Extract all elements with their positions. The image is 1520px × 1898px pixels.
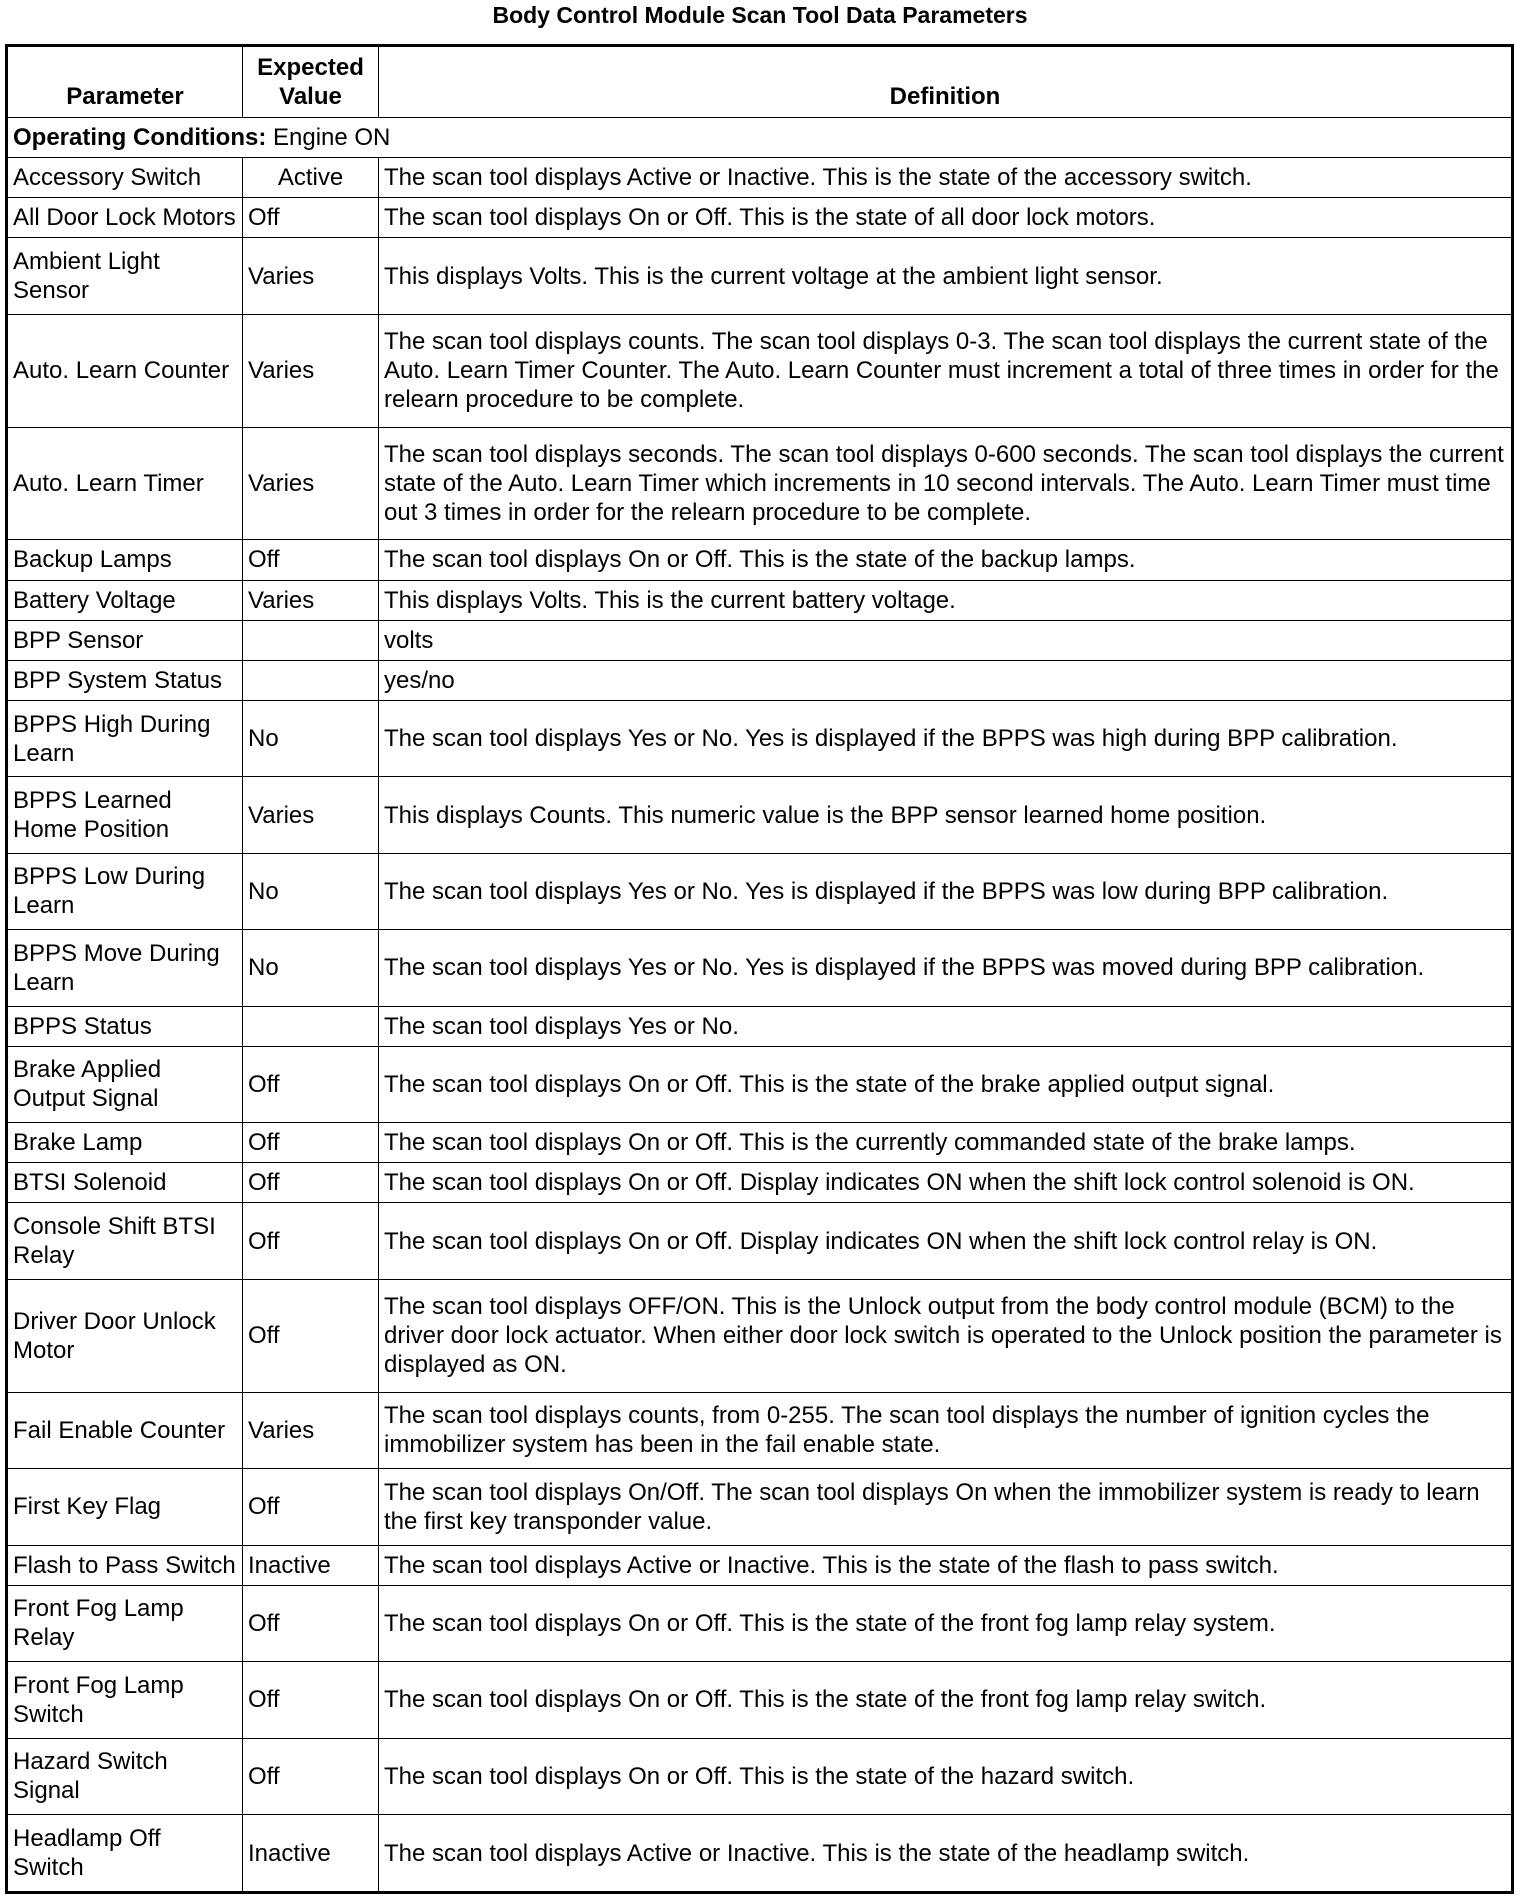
operating-conditions-row [7, 118, 1513, 158]
definition-cell: This displays Volts. This is the current voltage at the ambient light sensor. [379, 238, 1513, 314]
definition-cell: This displays Counts. This numeric value is the BPP sensor learned home position. [379, 777, 1513, 853]
table-row [7, 580, 1513, 620]
parameter-cell: BPPS Status [7, 1006, 243, 1046]
definition-cell: The scan tool displays Yes or No. Yes is displayed if the BPPS was high during BPP calibration. [379, 700, 1513, 776]
operating-conditions-value: Engine ON [272, 124, 391, 152]
definition-cell: The scan tool displays Yes or No. Yes is displayed if the BPPS was low during BPP calibration. [379, 853, 1513, 929]
definition-cell: The scan tool displays Active or Inactive. This is the state of the accessory switch. [379, 158, 1513, 198]
expected-value-cell: Off [243, 1738, 379, 1814]
header-parameter: Parameter [7, 46, 243, 118]
definition-cell: The scan tool displays On or Off. Display indicates ON when the shift lock control relay is ON. [379, 1203, 1513, 1279]
parameter-cell: Brake Applied Output Signal [7, 1046, 243, 1122]
table-row [7, 777, 1513, 853]
definition-cell: The scan tool displays Active or Inactive. This is the state of the flash to pass switch. [379, 1545, 1513, 1585]
expected-value-cell: Off [243, 1046, 379, 1122]
definition-cell: The scan tool displays OFF/ON. This is the Unlock output from the body control module (BCM) to the driver door lock actuator. When either door lock switch is operated to the Unlock position the parameter is displayed as ON. [379, 1279, 1513, 1392]
parameter-cell: Backup Lamps [7, 540, 243, 580]
expected-value-cell [243, 1006, 379, 1046]
table-header-row [7, 46, 1513, 118]
header-definition: Definition [379, 46, 1513, 118]
table-row [7, 620, 1513, 660]
table-row [7, 314, 1513, 427]
parameter-cell: Driver Door Unlock Motor [7, 1279, 243, 1392]
definition-cell: volts [379, 620, 1513, 660]
expected-value-cell: Off [243, 1203, 379, 1279]
definition-cell: The scan tool displays On or Off. This is the state of the brake applied output signal. [379, 1046, 1513, 1122]
expected-value-cell: Varies [243, 1392, 379, 1468]
expected-value-cell: Off [243, 1163, 379, 1203]
expected-value-cell: Off [243, 1585, 379, 1661]
operating-conditions-label: Operating Conditions: [13, 124, 267, 152]
parameter-cell: BPPS Learned Home Position [7, 777, 243, 853]
expected-value-cell [243, 660, 379, 700]
definition-cell: The scan tool displays Yes or No. Yes is displayed if the BPPS was moved during BPP calibration. [379, 930, 1513, 1006]
parameter-cell: BPP Sensor [7, 620, 243, 660]
table-row [7, 198, 1513, 238]
expected-value-cell [243, 620, 379, 660]
table-row [7, 1545, 1513, 1585]
table-row [7, 1662, 1513, 1738]
definition-cell: The scan tool displays counts, from 0-255. The scan tool displays the number of ignition cycles the immobilizer system has been in the fail enable state. [379, 1392, 1513, 1468]
expected-value-cell: Varies [243, 238, 379, 314]
table-body [7, 118, 1513, 1893]
parameter-cell: Accessory Switch [7, 158, 243, 198]
parameter-cell: First Key Flag [7, 1469, 243, 1545]
expected-value-cell: No [243, 700, 379, 776]
parameter-cell: Ambient Light Sensor [7, 238, 243, 314]
header-expected-value: Expected Value [243, 46, 379, 118]
expected-value-cell: Off [243, 198, 379, 238]
expected-value-cell: Off [243, 1469, 379, 1545]
expected-value-cell: Varies [243, 777, 379, 853]
definition-cell: The scan tool displays On or Off. This is the currently commanded state of the brake lamps. [379, 1123, 1513, 1163]
definition-cell: The scan tool displays On or Off. This is the state of the backup lamps. [379, 540, 1513, 580]
parameter-cell: BPPS Low During Learn [7, 853, 243, 929]
table-row [7, 853, 1513, 929]
expected-value-cell: No [243, 930, 379, 1006]
table-row [7, 930, 1513, 1006]
definition-cell: The scan tool displays counts. The scan tool displays 0-3. The scan tool displays the current state of the Auto. Learn Timer Counter. The Auto. Learn Counter must increment a total of three times in order for the relearn procedure to be complete. [379, 314, 1513, 427]
definition-cell: The scan tool displays seconds. The scan tool displays 0-600 seconds. The scan tool displays the current state of the Auto. Learn Timer which increments in 10 second intervals. The Auto. Learn Timer must time out 3 times in order for the relearn procedure to be complete. [379, 427, 1513, 540]
expected-value-cell: Off [243, 1279, 379, 1392]
table-row [7, 1469, 1513, 1545]
expected-value-cell: Off [243, 1123, 379, 1163]
parameter-cell: BPPS High During Learn [7, 700, 243, 776]
table-row [7, 1585, 1513, 1661]
parameter-cell: Brake Lamp [7, 1123, 243, 1163]
definition-cell: This displays Volts. This is the current battery voltage. [379, 580, 1513, 620]
parameter-cell: BTSI Solenoid [7, 1163, 243, 1203]
expected-value-cell: Inactive [243, 1815, 379, 1893]
table-row [7, 1392, 1513, 1468]
parameter-cell: Auto. Learn Timer [7, 427, 243, 540]
table-row [7, 660, 1513, 700]
expected-value-cell: Varies [243, 314, 379, 427]
definition-cell: The scan tool displays On/Off. The scan tool displays On when the immobilizer system is ready to learn the first key transponder value. [379, 1469, 1513, 1545]
expected-value-cell: Varies [243, 580, 379, 620]
parameters-table [5, 44, 1514, 1894]
definition-cell: The scan tool displays Active or Inactive. This is the state of the headlamp switch. [379, 1815, 1513, 1893]
definition-cell: yes/no [379, 660, 1513, 700]
parameter-cell: All Door Lock Motors [7, 198, 243, 238]
parameter-cell: Console Shift BTSI Relay [7, 1203, 243, 1279]
table-row [7, 158, 1513, 198]
operating-conditions-cell [7, 118, 1513, 158]
definition-cell: The scan tool displays On or Off. This is the state of all door lock motors. [379, 198, 1513, 238]
table-row [7, 1279, 1513, 1392]
definition-cell: The scan tool displays On or Off. This is the state of the front fog lamp relay switch. [379, 1662, 1513, 1738]
table-row [7, 1203, 1513, 1279]
expected-value-cell: Inactive [243, 1545, 379, 1585]
page-title: Body Control Module Scan Tool Data Parameters [492, 2, 1028, 28]
table-row [7, 540, 1513, 580]
table-row [7, 427, 1513, 540]
expected-value-cell: No [243, 853, 379, 929]
table-row [7, 1006, 1513, 1046]
definition-cell: The scan tool displays On or Off. This is the state of the hazard switch. [379, 1738, 1513, 1814]
parameter-cell: BPPS Move During Learn [7, 930, 243, 1006]
table-row [7, 1163, 1513, 1203]
table-row [7, 1123, 1513, 1163]
parameter-cell: Battery Voltage [7, 580, 243, 620]
table-row [7, 700, 1513, 776]
parameter-cell: Auto. Learn Counter [7, 314, 243, 427]
table-row [7, 1046, 1513, 1122]
parameter-cell: Headlamp Off Switch [7, 1815, 243, 1893]
table-row [7, 238, 1513, 314]
parameter-cell: BPP System Status [7, 660, 243, 700]
expected-value-cell: Varies [243, 427, 379, 540]
table-row [7, 1815, 1513, 1893]
parameter-cell: Fail Enable Counter [7, 1392, 243, 1468]
expected-value-cell: Active [243, 158, 379, 198]
expected-value-cell: Off [243, 540, 379, 580]
expected-value-cell: Off [243, 1662, 379, 1738]
definition-cell: The scan tool displays Yes or No. [379, 1006, 1513, 1046]
table-row [7, 1738, 1513, 1814]
parameter-cell: Front Fog Lamp Switch [7, 1662, 243, 1738]
parameter-cell: Flash to Pass Switch [7, 1545, 243, 1585]
definition-cell: The scan tool displays On or Off. Display indicates ON when the shift lock control solenoid is ON. [379, 1163, 1513, 1203]
parameter-cell: Hazard Switch Signal [7, 1738, 243, 1814]
definition-cell: The scan tool displays On or Off. This is the state of the front fog lamp relay system. [379, 1585, 1513, 1661]
parameter-cell: Front Fog Lamp Relay [7, 1585, 243, 1661]
